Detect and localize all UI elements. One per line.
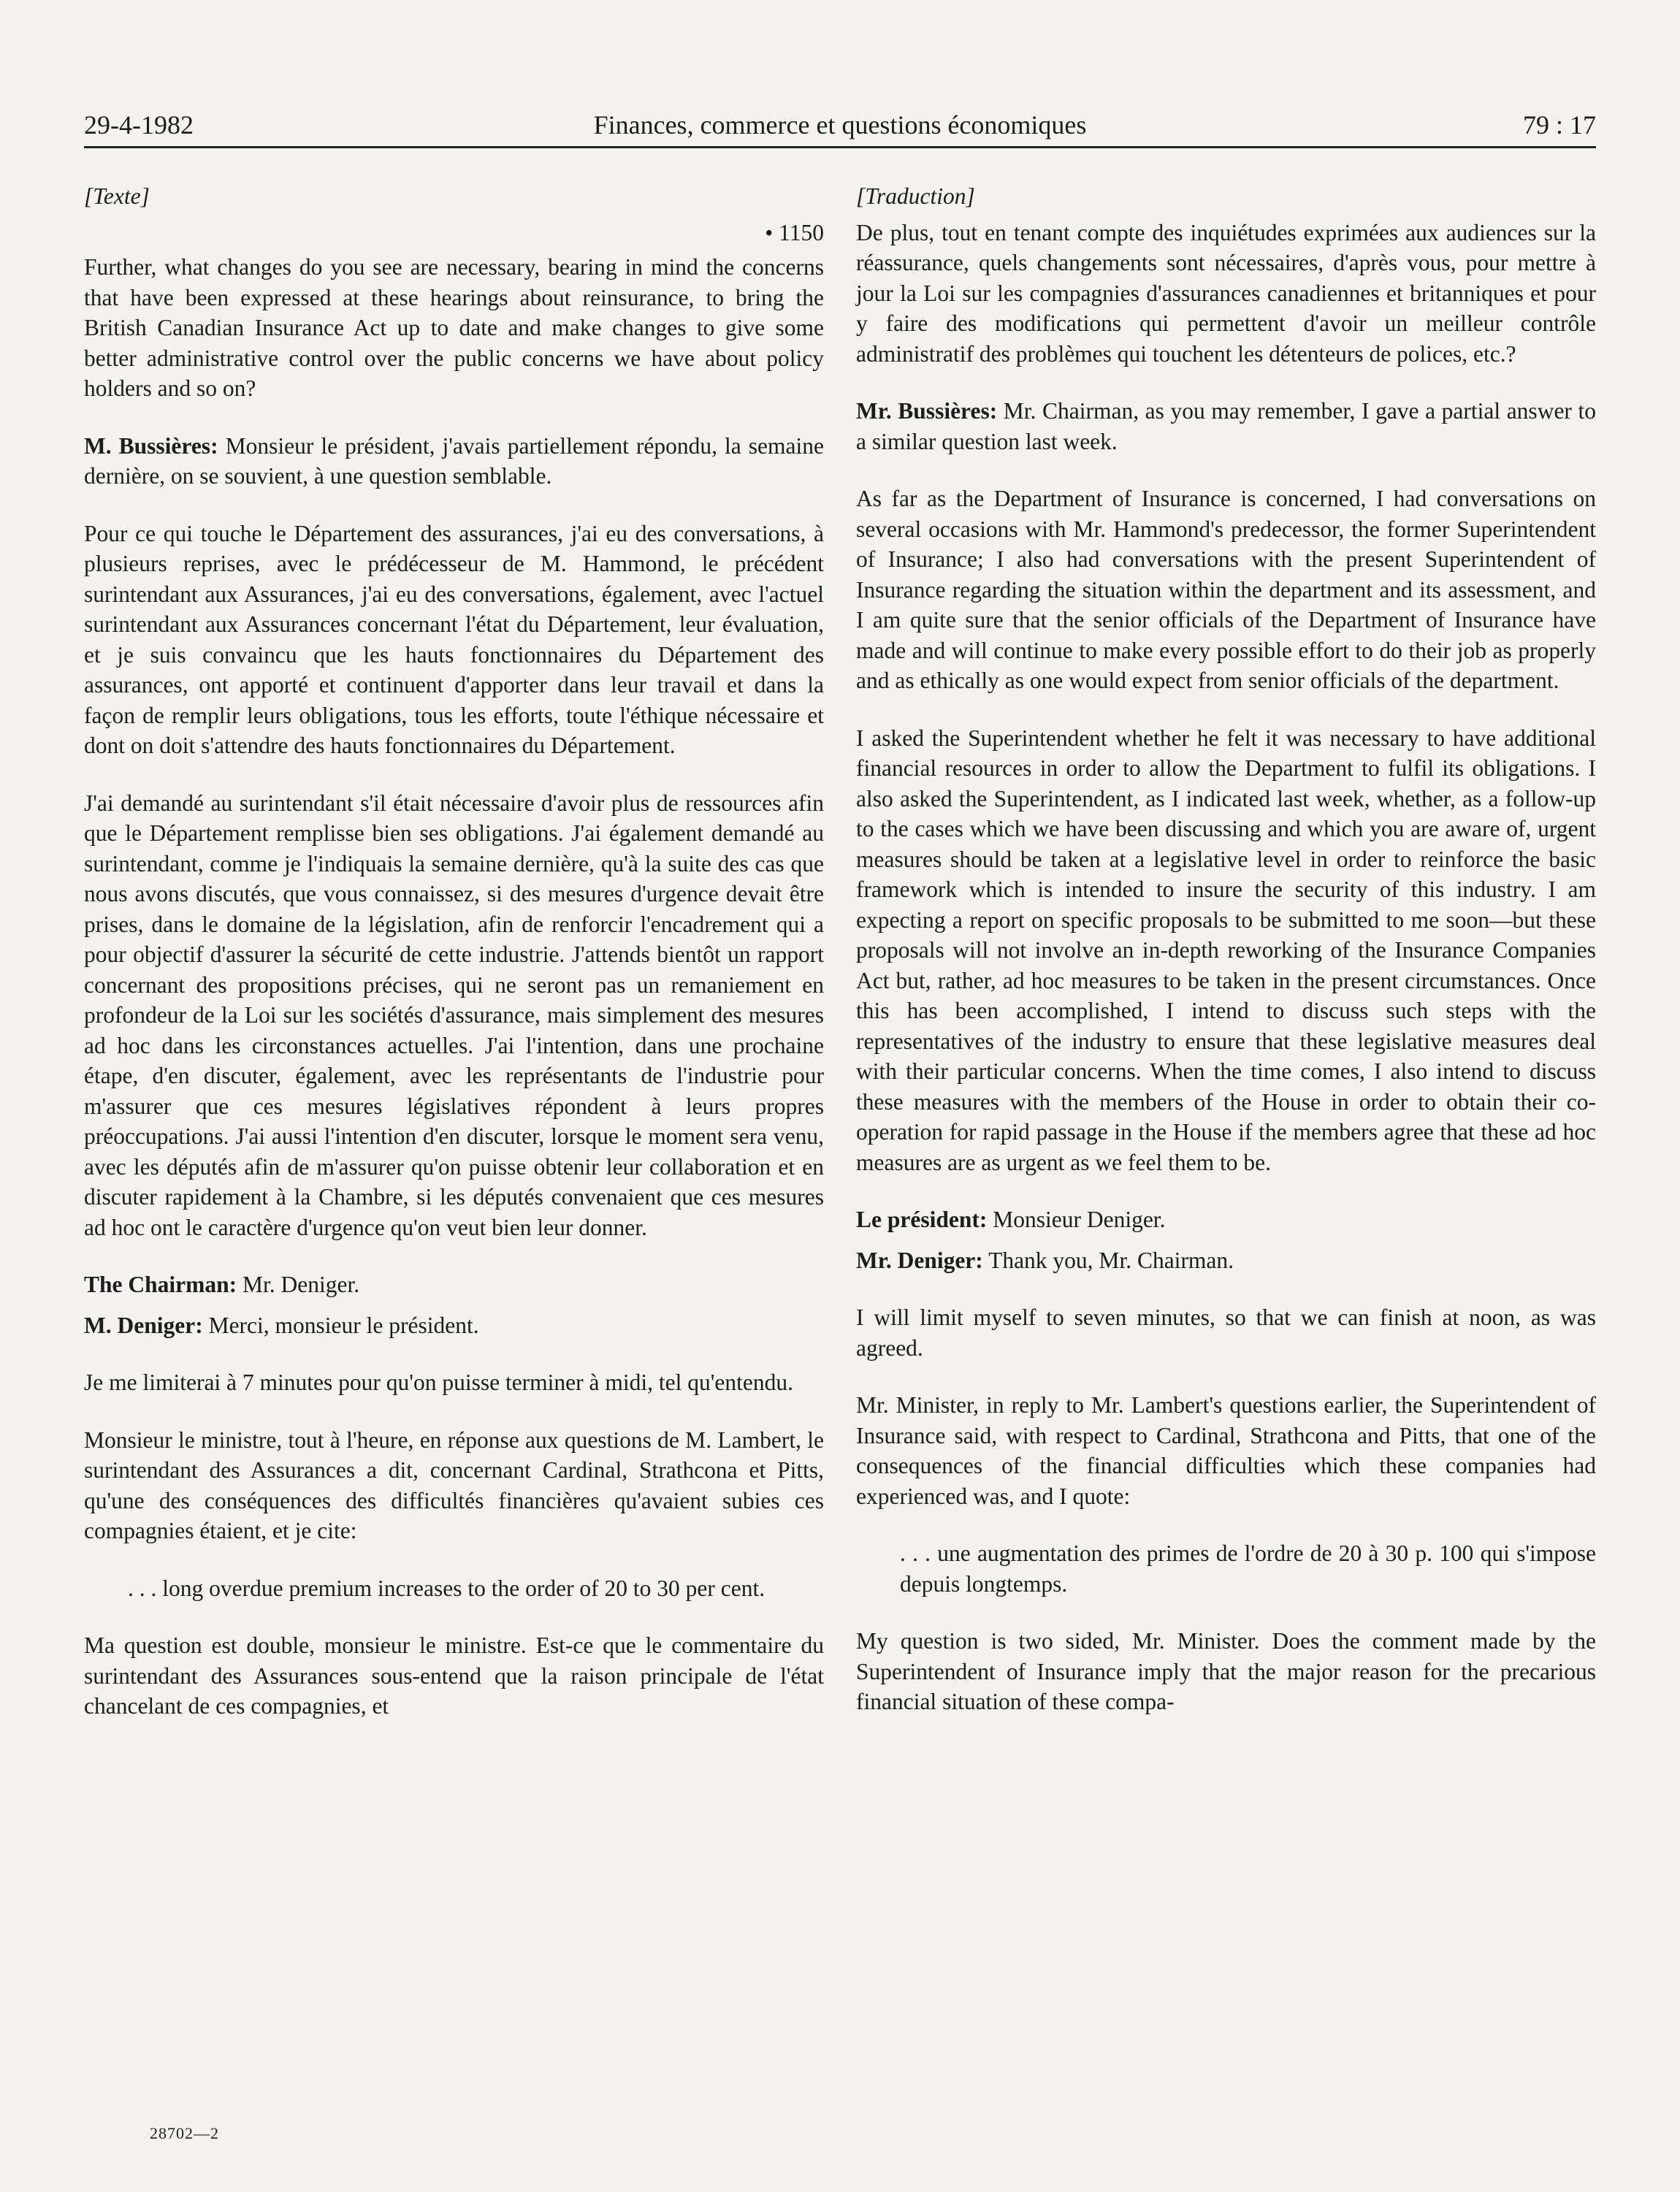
paragraph: I will limit myself to seven minutes, so that we can finish at noon, as was agreed.	[856, 1305, 1596, 1361]
paragraph: De plus, tout en tenant compte des inquiétudes exprimées aux audiences sur la réassurance, quels changements sont nécessaires, d'après vous, pour mettre à jour la Loi sur les compagnies d'assurances canadiennes et britanniques et pour y faire des modifications qui permettent d'avoir un meilleur contrôle administratif des problèmes qui touchent les détenteurs de polices, etc.?	[856, 219, 1596, 367]
paragraph: Je me limiterai à 7 minutes pour qu'on puisse terminer à midi, tel qu'entendu.	[84, 1370, 794, 1395]
speaker-name: The Chairman:	[84, 1272, 237, 1297]
left-column	[84, 181, 824, 1749]
speech-text: Mr. Deniger.	[237, 1272, 360, 1297]
paragraph: J'ai demandé au surintendant s'il était nécessaire d'avoir plus de ressources afin que le Département remplisse bien ses obligations. J'ai également demandé au surintendant, comme je l'indiquais la semaine dernière, qu'à la suite des cas que nous avons discutés, que vous connaissez, si des mesures d'urgence devait être prises, dans le domaine de la législation, afin de renforcir l'encadrement qui a pour objectif d'assurer la sécurité de cette industrie. J'attends bientôt un rapport concernant des propositions précises, qui ne seront pas un remaniement en profondeur de la Loi sur les sociétés d'assurance, mais simplement des mesures ad hoc dans les circonstances actuelles. J'ai l'intention, dans une prochaine étape, d'en discuter, également, avec les représentants de l'industrie pour m'assurer que ces mesures législatives répondent à leurs propres préoccupations. J'ai aussi l'intention d'en discuter, lorsque le moment sera venu, avec les députés afin de m'assurer qu'on puisse obtenir leur collaboration et en discuter rapidement à la Chambre, si les députés convenaient que ces mesures ad hoc ont le caractère d'urgence qu'on veut bien leur donner.	[84, 790, 824, 1240]
paragraph: Ma question est double, monsieur le ministre. Est-ce que le commentaire du surintendant des Assurances sous-entend que la raison principale de l'état chancelant de ces compagnies, et	[84, 1632, 824, 1719]
paragraph	[856, 1204, 1596, 1235]
speech-text: Thank you, Mr. Chairman.	[982, 1247, 1234, 1273]
speaker-name: M. Deniger:	[84, 1312, 203, 1338]
paragraph: Further, what changes do you see are necessary, bearing in mind the concerns that have been expressed at these hearings about reinsurance, to bring the British Canadian Insurance Act up to date and make changes to give some better administrative control over the public concerns we have about policy holders and so on?	[84, 254, 824, 401]
paragraph: My question is two sided, Mr. Minister. Does the comment made by the Superintendent of Insurance imply that the major reason for the precarious financial situation of these compa-	[856, 1628, 1596, 1714]
paragraph: Monsieur le ministre, tout à l'heure, en réponse aux questions de M. Lambert, le surintendant des Assurances a dit, concernant Cardinal, Strathcona et Pitts, qu'une des conséquences des difficultés financières qu'avaient subies ces compagnies étaient, et je cite:	[84, 1427, 824, 1543]
paragraph: As far as the Department of Insurance is concerned, I had conversations on several occasions with Mr. Hammond's predecessor, the former Superintendent of Insurance; I also had conversations with the present Superintendent of Insurance regarding the situation within the department and its assessment, and I am quite sure that the senior officials of the Department of Insurance have made and will continue to make every possible effort to do their job as properly and as ethically as one would expect from senior officials of the department.	[856, 486, 1596, 693]
paragraph	[84, 1269, 824, 1300]
speech-text: Mr. Chairman, as you may remember, I gave a partial answer to a similar question last week.	[856, 398, 1596, 454]
section-label-traduction: [Traduction]	[856, 183, 975, 209]
paragraph	[856, 396, 1596, 457]
print-code: 28702—2	[150, 2124, 219, 2142]
header-date: 29-4-1982	[84, 110, 194, 140]
speaker-name: Mr. Deniger:	[856, 1247, 983, 1273]
speech-text: Monsieur le président, j'avais partiellement répondu, la semaine dernière, on se souvient, à une question semblable.	[84, 432, 824, 489]
paragraph	[84, 1310, 824, 1341]
header-title: Finances, commerce et questions économiques	[593, 110, 1087, 140]
speaker-name: Mr. Bussières:	[856, 398, 998, 424]
quotation: . . . une augmentation des primes de l'ordre de 20 à 30 p. 100 qui s'impose depuis longtemps.	[900, 1540, 1596, 1597]
speech-text: Monsieur Deniger.	[987, 1207, 1166, 1232]
speech-text: Merci, monsieur le président.	[202, 1312, 479, 1338]
page-header	[84, 110, 1596, 148]
paragraph: Pour ce qui touche le Département des assurances, j'ai eu des conversations, à plusieurs reprises, avec le prédécesseur de M. Hammond, le précédent surintendant aux Assurances, j'ai eu des conversations, également, avec l'actuel surintendant aux Assurances concernant l'état du Département, leur évaluation, et je suis convaincu que les hauts fonctionnaires du Département des assurances, ont apporté et continuent d'apporter dans leur travail et dans la façon de remplir leurs obligations, tous les efforts, toute l'éthique nécessaire et dont on doit s'attendre des hauts fonctionnaires du Département.	[84, 520, 824, 758]
speaker-name: M. Bussières:	[84, 432, 218, 459]
quotation: . . . long overdue premium increases to the order of 20 to 30 per cent.	[128, 1575, 765, 1601]
header-page-number: 79 : 17	[1522, 110, 1596, 140]
speaker-name: Le président:	[856, 1207, 988, 1232]
right-column	[856, 181, 1596, 1744]
paragraph: Mr. Minister, in reply to Mr. Lambert's questions earlier, the Superintendent of Insurance said, with respect to Cardinal, Strathcona and Pitts, that one of the consequences of the financial difficulties which these companies had experienced was, and I quote:	[856, 1392, 1596, 1509]
paragraph: I asked the Superintendent whether he felt it was necessary to have additional financial resources in order to allow the Department to fulfil its obligations. I also asked the Superintendent, as I indicated last week, whether, as a follow-up to the cases which we have been discussing and which you are aware of, urgent measures should be taken at a legislative level in order to reinforce the basic framework which is intended to insure the security of this industry. I am expecting a report on specific proposals to be submitted to me soon—but these proposals will not involve an in-depth reworking of the Insurance Companies Act but, rather, ad hoc measures to be taken in the present circumstances. Once this has been accomplished, I intend to discuss such steps with the representatives of the industry to ensure that these legislative measures deal with their particular concerns. When the time comes, I also intend to discuss these measures with the members of the House in order to obtain their co-operation for rapid passage in the House if the members agree that these ad hoc measures are as urgent as we feel them to be.	[856, 725, 1596, 1175]
section-label-texte: [Texte]	[84, 183, 150, 209]
paragraph	[84, 431, 824, 492]
time-marker: • 1150	[765, 219, 824, 245]
paragraph	[856, 1245, 1596, 1276]
